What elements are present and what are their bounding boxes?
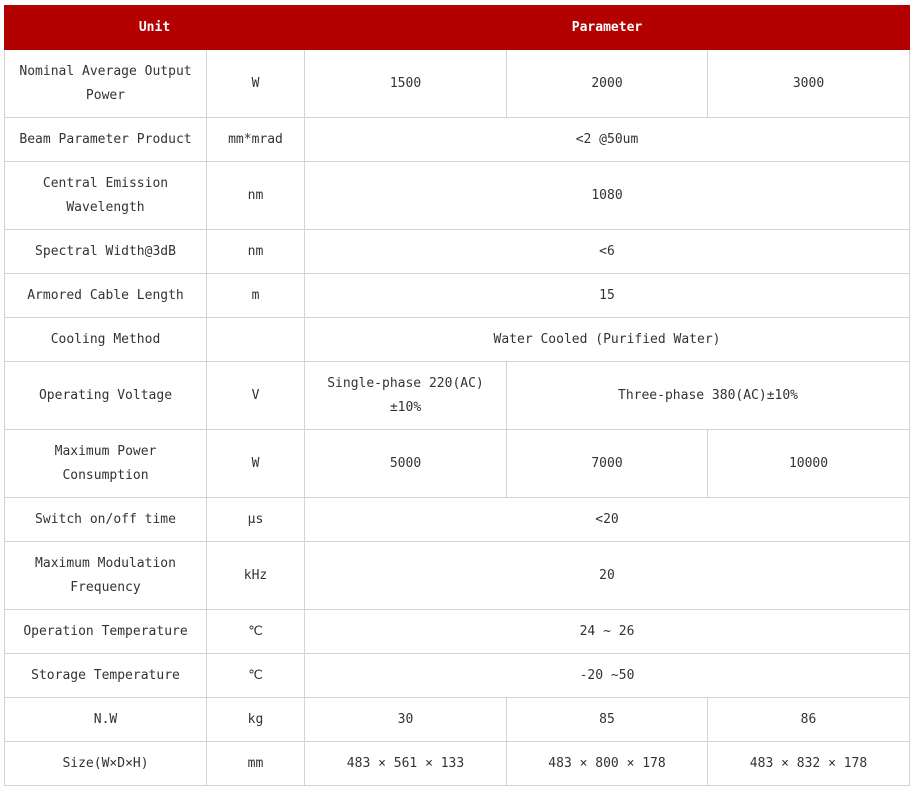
row-unit: mm*mrad bbox=[207, 118, 305, 162]
row-value: 30 bbox=[305, 698, 507, 742]
row-unit: kg bbox=[207, 698, 305, 742]
row-value: 1080 bbox=[305, 162, 910, 230]
row-value: 85 bbox=[507, 698, 708, 742]
row-value: 483 × 800 × 178 bbox=[507, 742, 708, 786]
spec-table-container bbox=[4, 5, 909, 786]
row-label: N.W bbox=[5, 698, 207, 742]
row-unit: W bbox=[207, 50, 305, 118]
row-label: Armored Cable Length bbox=[5, 274, 207, 318]
row-label: Central Emission Wavelength bbox=[5, 162, 207, 230]
table-row bbox=[5, 118, 910, 162]
row-value: <6 bbox=[305, 230, 910, 274]
row-unit: mm bbox=[207, 742, 305, 786]
row-label: Switch on/off time bbox=[5, 498, 207, 542]
row-value: 3000 bbox=[708, 50, 910, 118]
row-value: 10000 bbox=[708, 430, 910, 498]
table-row bbox=[5, 162, 910, 230]
row-value: 24 ~ 26 bbox=[305, 610, 910, 654]
row-label: Operation Temperature bbox=[5, 610, 207, 654]
row-unit: nm bbox=[207, 230, 305, 274]
row-unit: μs bbox=[207, 498, 305, 542]
row-label: Maximum Modulation Frequency bbox=[5, 542, 207, 610]
table-row bbox=[5, 430, 910, 498]
row-value: -20 ~50 bbox=[305, 654, 910, 698]
row-label: Nominal Average Output Power bbox=[5, 50, 207, 118]
row-unit: V bbox=[207, 362, 305, 430]
row-value: 5000 bbox=[305, 430, 507, 498]
table-row bbox=[5, 498, 910, 542]
row-value: Single-phase 220(AC)±10% bbox=[305, 362, 507, 430]
table-row bbox=[5, 274, 910, 318]
header-unit: Unit bbox=[5, 6, 305, 50]
row-value: 1500 bbox=[305, 50, 507, 118]
row-value: Three-phase 380(AC)±10% bbox=[507, 362, 910, 430]
table-row bbox=[5, 362, 910, 430]
row-label: Size(W×D×H) bbox=[5, 742, 207, 786]
table-row bbox=[5, 742, 910, 786]
table-row bbox=[5, 230, 910, 274]
row-label: Maximum Power Consumption bbox=[5, 430, 207, 498]
row-value: 86 bbox=[708, 698, 910, 742]
row-value: 483 × 561 × 133 bbox=[305, 742, 507, 786]
row-value: 15 bbox=[305, 274, 910, 318]
row-value: 2000 bbox=[507, 50, 708, 118]
row-value: <2 @50um bbox=[305, 118, 910, 162]
row-value: 483 × 832 × 178 bbox=[708, 742, 910, 786]
row-unit bbox=[207, 318, 305, 362]
row-unit: ℃ bbox=[207, 654, 305, 698]
table-row bbox=[5, 698, 910, 742]
table-row bbox=[5, 542, 910, 610]
row-unit: kHz bbox=[207, 542, 305, 610]
table-row bbox=[5, 318, 910, 362]
row-label: Cooling Method bbox=[5, 318, 207, 362]
header-parameter: Parameter bbox=[305, 6, 910, 50]
table-row bbox=[5, 654, 910, 698]
table-row bbox=[5, 50, 910, 118]
row-value: 7000 bbox=[507, 430, 708, 498]
table-header-row bbox=[5, 6, 910, 50]
row-label: Spectral Width@3dB bbox=[5, 230, 207, 274]
row-unit: W bbox=[207, 430, 305, 498]
spec-table bbox=[4, 5, 910, 786]
row-label: Beam Parameter Product bbox=[5, 118, 207, 162]
row-label: Storage Temperature bbox=[5, 654, 207, 698]
row-value: Water Cooled (Purified Water) bbox=[305, 318, 910, 362]
row-value: 20 bbox=[305, 542, 910, 610]
row-value: <20 bbox=[305, 498, 910, 542]
table-row bbox=[5, 610, 910, 654]
row-unit: nm bbox=[207, 162, 305, 230]
row-unit: ℃ bbox=[207, 610, 305, 654]
row-unit: m bbox=[207, 274, 305, 318]
row-label: Operating Voltage bbox=[5, 362, 207, 430]
